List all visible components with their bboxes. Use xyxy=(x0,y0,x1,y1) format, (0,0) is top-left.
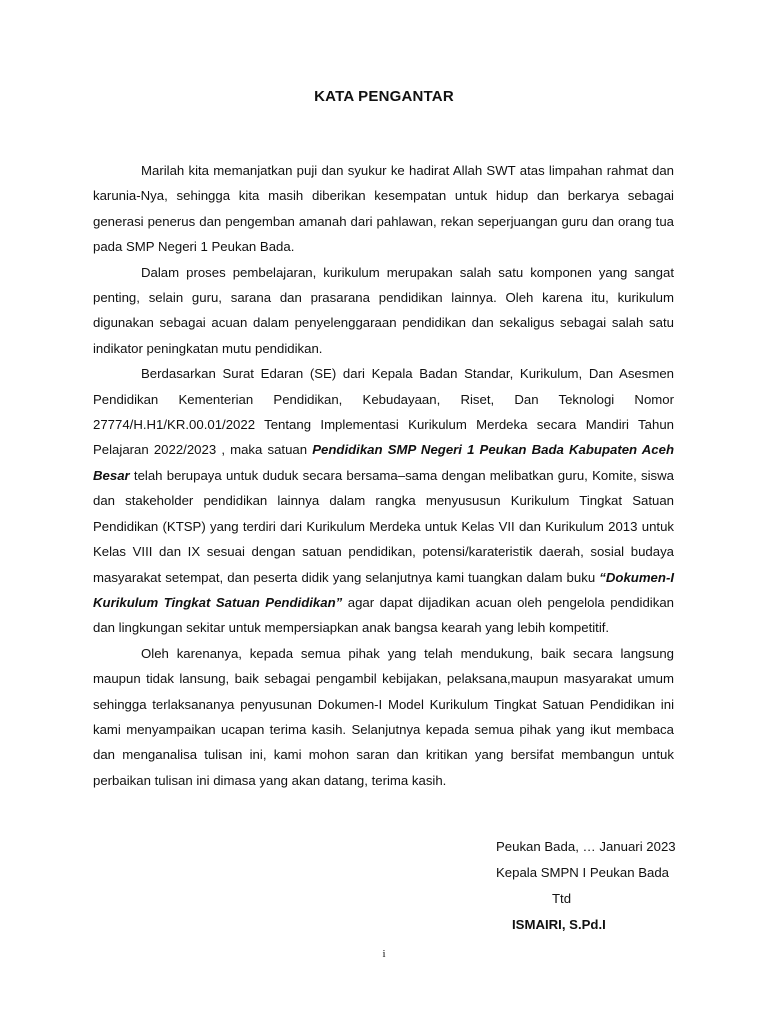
signature-ttd: Ttd xyxy=(552,891,572,906)
emphasis-text: “Dokumen-I Kurikulum Tingkat Satuan Pendidikan” xyxy=(93,569,674,610)
paragraph-text: telah berupaya untuk duduk secara bersama–sama dengan melibatkan guru, Komite, siswa dan stakeholder pendidikan lainnya dalam rangka menyususun Kurikulum Tingkat Satuan Pendidikan (KTSP) yang terdiri dari Kurikulum Merdeka untuk Kelas VII dan Kurikulum 2013 untuk Kelas VIII dan IX sesuai dengan satuan pendidikan, potensi/karateristik daerah, sosial budaya masyarakat setempat, dan peserta didik yang selanjutnya kami tuangkan dalam buku xyxy=(93,467,674,585)
body-paragraph xyxy=(93,361,674,640)
paragraph-text: Marilah kita memanjatkan puji dan syukur ke hadirat Allah SWT atas limpahan rahmat dan karunia-Nya, sehingga kita masih diberikan kesempatan untuk hidup dan berkarya sebagai generasi penerus dan pengemban amanah dari pahlawan, rekan seperjuangan guru dan orang tua pada SMP Negeri 1 Peukan Bada. xyxy=(93,163,674,255)
signature-name: ISMAIRI, S.Pd.I xyxy=(512,917,606,932)
signature-block xyxy=(496,834,676,938)
document-title: KATA PENGANTAR xyxy=(314,88,454,105)
body-paragraph xyxy=(93,158,674,260)
body-paragraph xyxy=(93,641,674,793)
emphasis-text: Pendidikan SMP Negeri 1 Peukan Bada Kabupaten Aceh Besar xyxy=(93,442,674,483)
page-number: i xyxy=(382,948,386,960)
body-paragraph xyxy=(93,260,674,362)
signature-position: Kepala SMPN I Peukan Bada xyxy=(496,865,670,880)
paragraph-text: agar dapat dijadikan acuan oleh pengelola pendidikan dan lingkungan sekitar untuk mempersiapkan anak bangsa kearah yang lebih kompetitif. xyxy=(93,594,674,636)
paragraph-text: Oleh karenanya, kepada semua pihak yang telah mendukung, baik secara langsung maupun tidak lansung, baik sebagai pengambil kebijakan, pelaksana,maupun masyarakat umum sehingga terlaksananya penyusunan Dokumen-I Model Kurikulum Tingkat Satuan Pendidikan ini kami menyampaikan ucapan terima kasih. Selanjutnya kepada semua pihak yang ikut membaca dan menganalisa tulisan ini, kami mohon saran dan kritikan yang bersifat membangun untuk perbaikan tulisan ini dimasa yang akan datang, terima kasih. xyxy=(93,645,674,788)
paragraph-text: Dalam proses pembelajaran, kurikulum merupakan salah satu komponen yang sangat penting, selain guru, sarana dan prasarana pendidikan lainnya. Oleh karena itu, kurikulum digunakan sebagai acuan dalam penyelenggaraan pendidikan dan sekaligus sebagai salah satu indikator peningkatan mutu pendidikan. xyxy=(93,264,674,356)
paragraph-text: Berdasarkan Surat Edaran (SE) dari Kepala Badan Standar, Kurikulum, Dan Asesmen Pendidikan Kementerian Pendidikan, Kebudayaan, Riset, Dan Teknologi Nomor 27774/H.H1/KR.00.01/2022 Tentang Implementasi Kurikulum Merdeka secara Mandiri Tahun Pelajaran 2022/2023 , maka satuan xyxy=(93,366,674,458)
signature-place-date: Peukan Bada, … Januari 2023 xyxy=(496,839,676,854)
document-body xyxy=(93,158,674,793)
